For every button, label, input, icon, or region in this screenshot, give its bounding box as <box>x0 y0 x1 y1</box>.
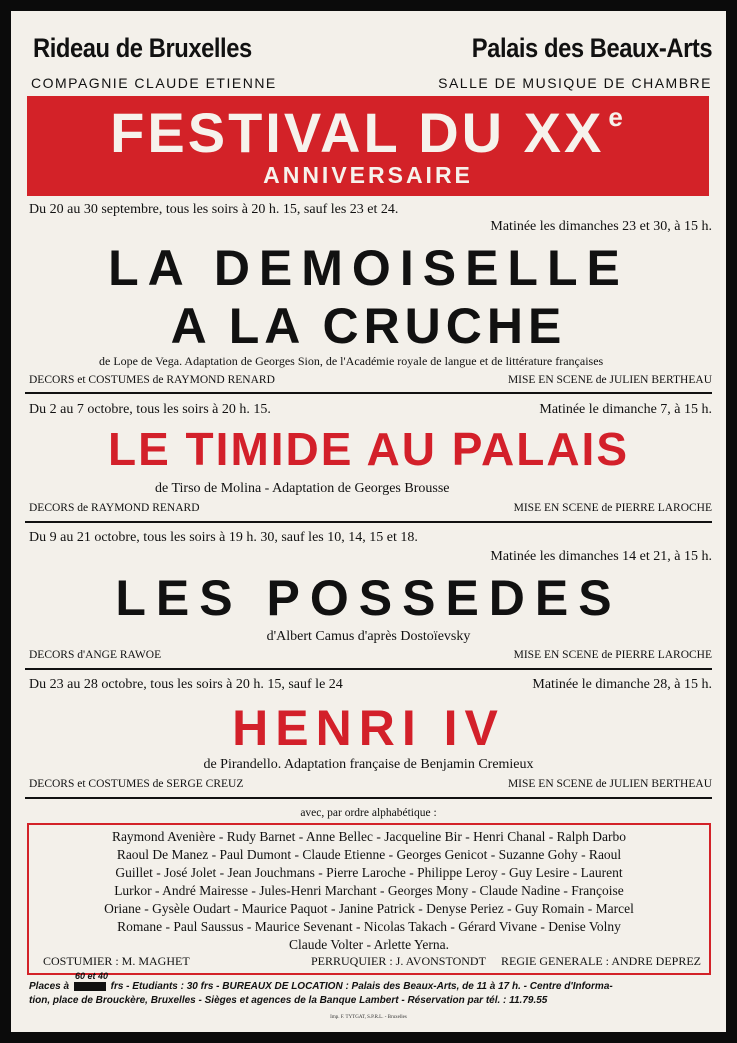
cast-line: Raoul De Manez - Paul Dumont - Claude Etienne - Georges Genicot - Suzanne Gohy - Raoul <box>116 847 622 862</box>
play1-decors: DECORS et COSTUMES de RAYMOND RENARD <box>29 374 275 386</box>
play4-title: HENRI IV <box>232 700 505 756</box>
footer-line-1-rest: frs - Etudiants : 30 frs - BUREAUX DE LOCATION : Palais des Beaux-Arts, de 11 à 17 h. - Centre d'Informa- <box>110 981 613 992</box>
play1-mise-en-scene: MISE EN SCENE de JULIEN BERTHEAU <box>507 374 712 386</box>
play2-matinee: Matinée le dimanche 7, à 15 h. <box>539 402 712 417</box>
venue-subtitle: SALLE DE MUSIQUE DE CHAMBRE <box>438 75 712 91</box>
play4-mise-en-scene: MISE EN SCENE de JULIEN BERTHEAU <box>507 778 712 790</box>
divider-3 <box>25 668 712 670</box>
play3-title: LES POSSEDES <box>115 570 622 626</box>
play1-credit: de Lope de Vega. Adaptation de Georges Sion, de l'Académie royale de langue et de littérature françaises <box>99 354 604 368</box>
poster <box>11 11 726 1032</box>
footer-line-1 <box>29 981 613 992</box>
play4-dates: Du 23 au 28 octobre, tous les soirs à 20 h. 15, sauf le 24 <box>29 677 343 692</box>
play4-credit: de Pirandello. Adaptation française de Benjamin Cremieux <box>203 757 534 772</box>
play4-matinee: Matinée le dimanche 28, à 15 h. <box>532 677 712 692</box>
footer-line-2: tion, place de Brouckère, Bruxelles - Sièges et agences de la Banque Lambert - Réservation par tél. : 11.79.55 <box>29 995 548 1006</box>
costumier-credit: COSTUMIER : M. MAGHET <box>43 954 190 968</box>
play2-mise-en-scene: MISE EN SCENE de PIERRE LAROCHE <box>513 502 712 514</box>
venue-name: Palais des Beaux-Arts <box>471 33 712 63</box>
play3-matinee: Matinée les dimanches 14 et 21, à 15 h. <box>490 549 712 564</box>
cast-line: Claude Volter - Arlette Yerna. <box>289 937 449 952</box>
festival-banner <box>27 96 709 196</box>
footer-places-label: Places à <box>29 981 70 992</box>
cast-line: Raymond Avenière - Rudy Barnet - Anne Bellec - Jacqueline Bir - Henri Chanal - Ralph Darbo <box>111 829 627 844</box>
play1-title-line1: LA DEMOISELLE <box>108 240 629 296</box>
struck-price <box>74 982 106 991</box>
play2-dates: Du 2 au 7 octobre, tous les soirs à 20 h. 15. <box>29 402 271 417</box>
play1-title-line2: A LA CRUCHE <box>170 298 567 354</box>
play1-matinee: Matinée les dimanches 23 et 30, à 15 h. <box>490 219 712 234</box>
play2-decors: DECORS de RAYMOND RENARD <box>29 502 200 514</box>
company-name: Rideau de Bruxelles <box>33 33 252 63</box>
cast-intro: avec, par ordre alphabétique : <box>300 807 437 819</box>
play3-mise-en-scene: MISE EN SCENE de PIERRE LAROCHE <box>513 649 712 661</box>
festival-subtitle: ANNIVERSAIRE <box>263 162 473 188</box>
regie-credit: REGIE GENERALE : ANDRE DEPREZ <box>501 954 701 968</box>
cast-line: Guillet - José Jolet - Jean Jouchmans - Pierre Laroche - Philippe Leroy - Guy Lesire - Laurent <box>115 865 623 880</box>
cast-line: Oriane - Gysèle Oudart - Maurice Paquot - Janine Patrick - Denyse Periez - Guy Romain - Marcel <box>104 901 634 916</box>
play2-title: LE TIMIDE AU PALAIS <box>108 423 629 475</box>
cast-line: Romane - Paul Saussus - Maurice Sevenant - Nicolas Takach - Gérard Vivane - Denise Volny <box>117 919 621 934</box>
price-overwrite: 60 et 40 <box>75 971 109 981</box>
play1-dates: Du 20 au 30 septembre, tous les soirs à 20 h. 15, sauf les 23 et 24. <box>29 202 399 217</box>
divider-1 <box>25 392 712 394</box>
printer-credit: Imp. F. TYTGAT, S.P.R.L. - Bruxelles <box>330 1015 407 1020</box>
cast-line: Lurkor - André Mairesse - Jules-Henri Marchant - Georges Mony - Claude Nadine - Françoise <box>114 883 624 898</box>
play3-credit: d'Albert Camus d'après Dostoïevsky <box>266 629 471 644</box>
festival-title: FESTIVAL DU XX $^e$ <box>110 101 626 164</box>
company-subtitle: COMPAGNIE CLAUDE ETIENNE <box>31 75 277 91</box>
divider-4 <box>25 797 712 799</box>
play3-decors: DECORS d'ANGE RAWOE <box>29 649 162 661</box>
divider-2 <box>25 521 712 523</box>
play3-dates: Du 9 au 21 octobre, tous les soirs à 19 h. 30, sauf les 10, 14, 15 et 18. <box>29 530 418 545</box>
perruquier-credit: PERRUQUIER : J. AVONSTONDT <box>311 954 486 968</box>
play2-credit: de Tirso de Molina - Adaptation de Georges Brousse <box>155 481 450 496</box>
play4-decors: DECORS et COSTUMES de SERGE CREUZ <box>29 778 244 790</box>
cast-box <box>27 823 711 975</box>
